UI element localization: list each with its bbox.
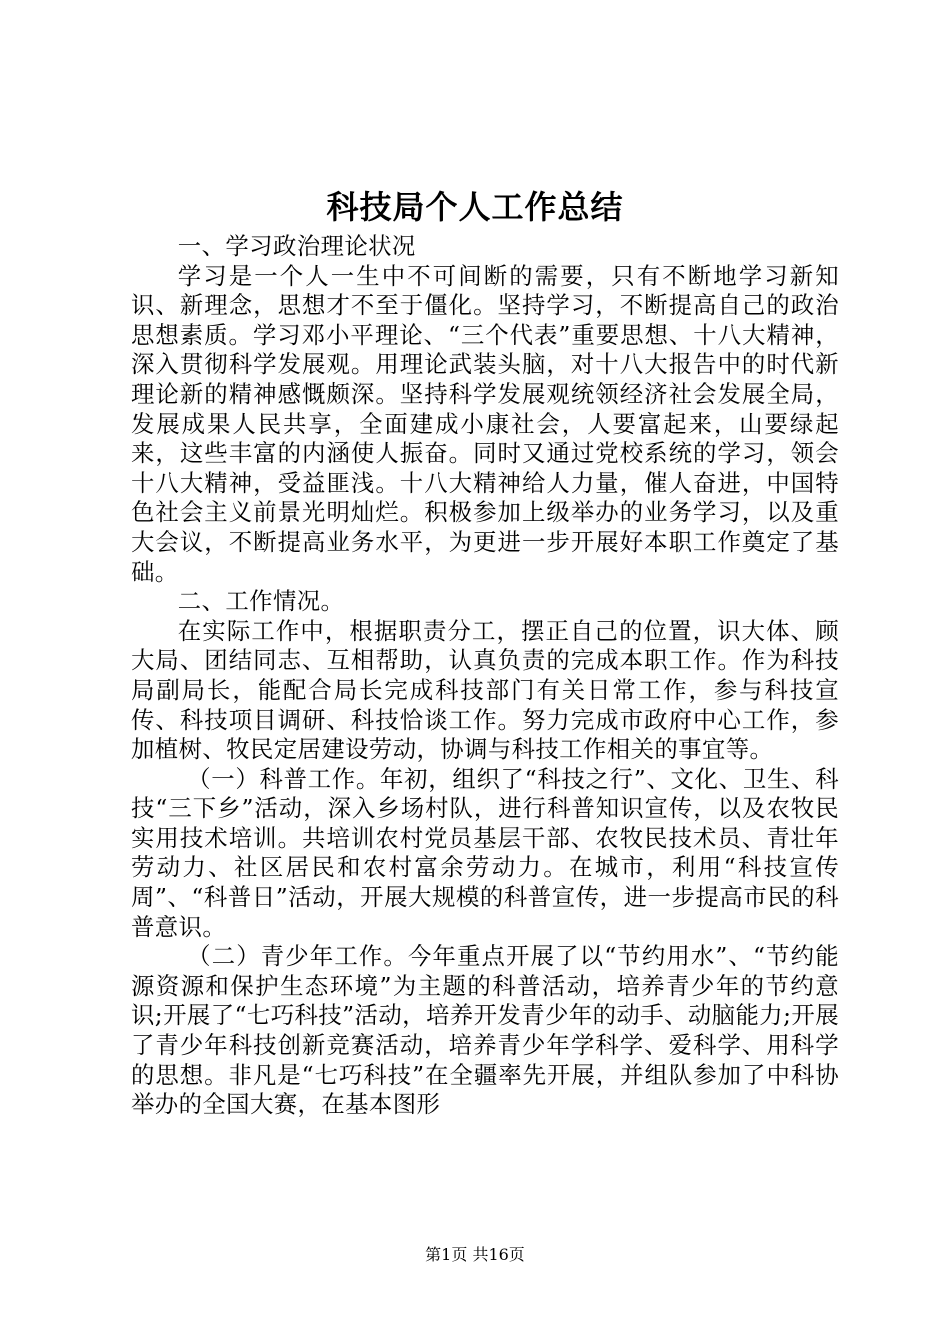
section-heading-2: 二、工作情况。 bbox=[177, 587, 345, 616]
document-body bbox=[131, 232, 839, 1120]
paragraph-work: 在实际工作中，根据职责分工，摆正自己的位置，识大体、顾大局、团结同志、互相帮助，认真负责的完成本职工作。作为科技局副局长，能配合局长完成科技部门有关日常工作，参与科技宣传、科技项目调研、科技恰谈工作。努力完成市政府中心工作，参加植树、牧民定居建设劳动，协调与科技工作相关的事宜等。 bbox=[131, 616, 839, 764]
page-footer: 第1页 共16页 bbox=[425, 1245, 525, 1264]
document-title: 科技局个人工作总结 bbox=[326, 188, 624, 226]
paragraph-science-popularization: （一）科普工作。年初，组织了“科技之行”、文化、卫生、科技“三下乡”活动，深入乡场村队，进行科普知识宣传，以及农牧民实用技术培训。共培训农村党员基层干部、农牧民技术员、青壮年劳动力、社区居民和农村富余劳动力。在城市，利用“科技宣传周”、“科普日”活动，开展大规模的科普宣传，进一步提高市民的科普意识。 bbox=[131, 764, 839, 941]
paragraph-youth-work: （二）青少年工作。今年重点开展了以“节约用水”、“节约能源资源和保护生态环境”为主题的科普活动，培养青少年的节约意识;开展了“七巧科技”活动，培养开发青少年的动手、动脑能力;开展了青少年科技创新竞赛活动，培养青少年学科学、爱科学、用科学的思想。非凡是“七巧科技”在全疆率先开展，并组队参加了中科协举办的全国大赛，在基本图形 bbox=[131, 942, 839, 1119]
paragraph-study: 学习是一个人一生中不可间断的需要，只有不断地学习新知识、新理念，思想才不至于僵化。坚持学习，不断提高自己的政治思想素质。学习邓小平理论、“三个代表”重要思想、十八大精神，深入贯彻科学发展观。用理论武装头脑，对十八大报告中的时代新理论新的精神感慨颇深。坚持科学发展观统领经济社会发展全局，发展成果人民共享，全面建成小康社会，人要富起来，山要绿起来，这些丰富的内涵使人振奋。同时又通过党校系统的学习，领会十八大精神，受益匪浅。十八大精神给人力量，催人奋进，中国特色社会主义前景光明灿烂。积极参加上级举办的业务学习，以及重大会议，不断提高业务水平，为更进一步开展好本职工作奠定了基础。 bbox=[131, 261, 839, 586]
section-heading-1: 一、学习政治理论状况 bbox=[177, 232, 416, 260]
